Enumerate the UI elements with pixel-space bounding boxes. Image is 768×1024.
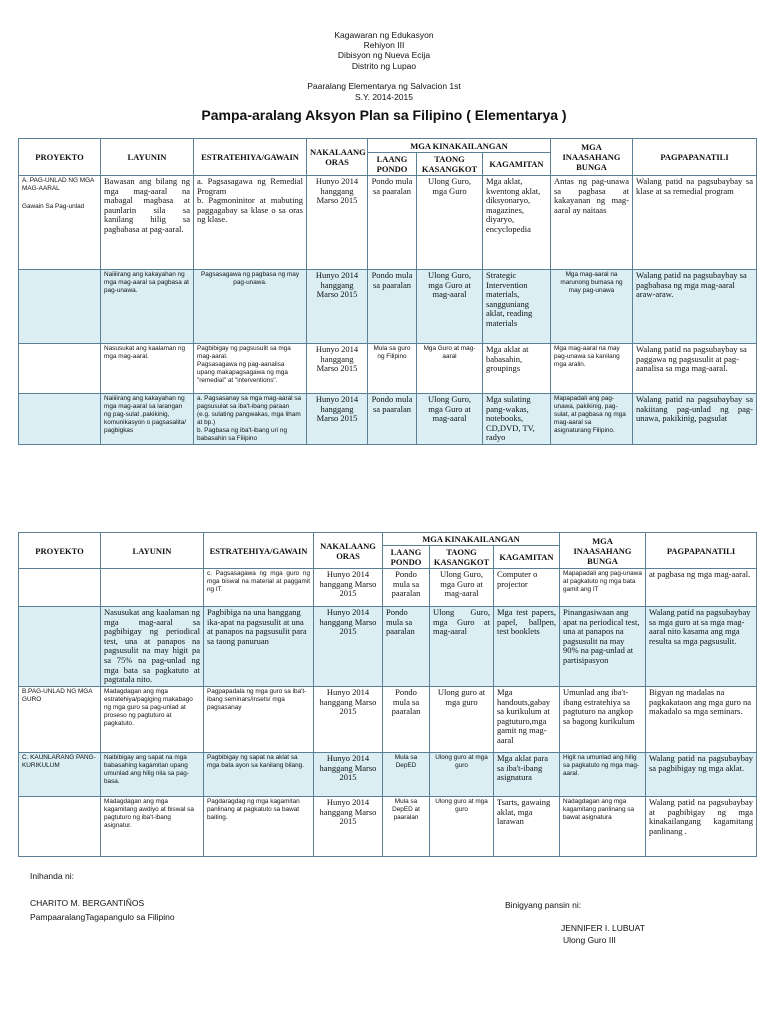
letterhead-department: Kagawaran ng Edukasyon bbox=[334, 30, 434, 40]
cell-estratehiya: Pagpapadala ng mga guro sa iba't-ibang seminars/insets/ mga pagsasanay bbox=[204, 687, 314, 753]
cell-oras: Hunyo 2014 hanggang Marso 2015 bbox=[307, 394, 368, 445]
cell-kagamitan: Strategic Intervention materials, sangguniang aklat, reading materials bbox=[483, 270, 551, 344]
header-laang-pondo: LAANG PONDO bbox=[383, 546, 430, 569]
cell-inaasahang-bunga: Mga mag-aaral na may pag-unawa sa kanilang mga aralin. bbox=[551, 344, 633, 394]
cell-taong-kasangkot: Ulong Guro, mga Guro at mag-aaral bbox=[417, 394, 483, 445]
cell-pagpapanatili: at pagbasa ng mga mag-aaral. bbox=[646, 569, 757, 607]
prepared-by-title: PampaaralangTagapangulo sa Filipino bbox=[30, 912, 175, 922]
cell-laang-pondo: Pondo mula sa paaralan bbox=[368, 394, 417, 445]
cell-oras: Hunyo 2014 hanggang Marso 2015 bbox=[307, 176, 368, 270]
cell-estratehiya: a. Pagsasanay sa mga mag-aaral sa pagsusulat sa iba't-ibang paraan (e.g. sulating pangwakas, mga liham at bp.) b. Pagbasa ng iba't-ibang uri ng babasahin sa Filipino bbox=[194, 394, 307, 445]
cell-proyekto bbox=[19, 394, 101, 445]
cell-estratehiya: a. Pagsasagawa ng Remedial Program b. Pagmoninitor at mabuting paggagabay sa klase o sa oras ng klase. bbox=[194, 176, 307, 270]
cell-pagpapanatili: Walang patid na pagsubaybay sa paggawa ng pagsusulit at pag-aanalisa sa mga mag-aaral. bbox=[633, 344, 757, 394]
cell-taong-kasangkot: Ulong Guro, mga Guro at mag-aaral bbox=[430, 607, 494, 687]
cell-pagpapanatili: Walang patid na pagsubaybay sa pagbibigay ng mga aklat. bbox=[646, 753, 757, 797]
table-row bbox=[19, 607, 757, 687]
header-taong-kasangkot: TAONG KASANGKOT bbox=[430, 546, 494, 569]
table-row bbox=[19, 344, 757, 394]
cell-laang-pondo: Pondo mula sa paaralan bbox=[383, 607, 430, 687]
header-mga-kinakailangan: MGA KINAKAILANGAN bbox=[368, 139, 551, 153]
cell-laang-pondo: Pondo mula sa paaralan bbox=[383, 687, 430, 753]
cell-kagamitan: Mga test papers, papel, ballpen, test booklets bbox=[494, 607, 560, 687]
cell-laang-pondo: Mula sa guro ng Filipino bbox=[368, 344, 417, 394]
cell-oras: Hunyo 2014 hanggang Marso 2015 bbox=[314, 797, 383, 857]
header-proyekto: PROYEKTO bbox=[19, 533, 101, 569]
prepared-by-label: Inihanda ni: bbox=[30, 871, 74, 881]
cell-pagpapanatili: Walang patid na pagsubaybay at pagbibigay ng mga kinakailangang kagamitang panlinang . bbox=[646, 797, 757, 857]
header-estratehiya: ESTRATEHIYA/GAWAIN bbox=[204, 533, 314, 569]
cell-taong-kasangkot: Ulong Guro, mga Guro at mag-aaral bbox=[430, 569, 494, 607]
cell-laang-pondo: Pondo mula sa paaralan bbox=[383, 569, 430, 607]
header-taong-kasangkot: TAONG KASANGKOT bbox=[417, 153, 483, 176]
cell-estratehiya: Pagsasagawa ng pagbasa ng may pag-unawa. bbox=[194, 270, 307, 344]
header-laang-pondo: LAANG PONDO bbox=[368, 153, 417, 176]
header-estratehiya: ESTRATEHIYA/GAWAIN bbox=[194, 139, 307, 176]
noted-by-label: Binigyang pansin ni: bbox=[505, 900, 582, 910]
header-mga-kinakailangan: MGA KINAKAILANGAN bbox=[383, 533, 560, 546]
letterhead-district: Distrito ng Lupao bbox=[351, 61, 417, 71]
table-row bbox=[19, 394, 757, 445]
cell-kagamitan: Mga aklat para sa iba't-ibang asignatura bbox=[494, 753, 560, 797]
cell-taong-kasangkot: Ulong Guro, mga Guro bbox=[417, 176, 483, 270]
cell-taong-kasangkot: Ulong guro at mga guro bbox=[430, 753, 494, 797]
table-row bbox=[19, 753, 757, 797]
letterhead-school: Paaralang Elementarya ng Salvacion 1st bbox=[307, 81, 461, 91]
cell-layunin: Naiiiirang ang kakayahan ng mga mag-aaral sa pagbasa at pag-unawa. bbox=[101, 270, 194, 344]
cell-inaasahang-bunga: Higit na umunlad ang hilig sa pagkatuto ng mga mag-aaral. bbox=[560, 753, 646, 797]
cell-oras: Hunyo 2014 hanggang Marso 2015 bbox=[314, 607, 383, 687]
cell-inaasahang-bunga: Mga mag-aaral na marunong bumasa ng may pag-unawa bbox=[551, 270, 633, 344]
noted-by-name: JENNIFER I. LUBUAT bbox=[561, 923, 645, 933]
table-row bbox=[19, 569, 757, 607]
cell-proyekto bbox=[19, 344, 101, 394]
cell-proyekto bbox=[19, 270, 101, 344]
prepared-by-name: CHARITO M. BERGANTIÑOS bbox=[30, 898, 145, 908]
cell-layunin: Nasusukat ang kaalaman ng mga mag-aaral. bbox=[101, 344, 194, 394]
cell-layunin: Nasusukat ang kaalaman ng mga mag-aaral sa pagbibigay ng periodical test, una at panapos na pagsusulit na may higit pa sa 75% na pag-unlad ng mga bata sa pagkatuto at pagtatala nito. bbox=[101, 607, 204, 687]
action-plan-table-1 bbox=[18, 138, 757, 445]
cell-inaasahang-bunga: Mapapadali ang pag-unawa, pakikinig, pag-sulat, at pagbasa ng mga mag-aaral sa asignaturang Filipino. bbox=[551, 394, 633, 445]
cell-pagpapanatili: Walang patid na pagsubaybay sa nakiitang pag-unlad ng pag-unawa, pakikinig, pagsulat bbox=[633, 394, 757, 445]
cell-inaasahang-bunga: Mapapadali ang pag-unawa at pagkatuto ng mga bata gamit ang IT bbox=[560, 569, 646, 607]
cell-kagamitan: Mga aklat at babasahin, groupings bbox=[483, 344, 551, 394]
letterhead-school-year: S.Y. 2014-2015 bbox=[355, 92, 413, 102]
cell-kagamitan: Mga sulating pang-wakas, notebooks, CD,DVD, TV, radyo bbox=[483, 394, 551, 445]
header-inaasahang-bunga: MGA INAASAHANG BUNGA bbox=[560, 533, 646, 569]
header-nakalaang-oras: NAKALAANG ORAS bbox=[314, 533, 383, 569]
header-layunin: LAYUNIN bbox=[101, 139, 194, 176]
header-nakalaang-oras: NAKALAANG ORAS bbox=[307, 139, 368, 176]
cell-proyekto bbox=[19, 569, 101, 607]
cell-laang-pondo: Pondo mula sa paaralan bbox=[368, 270, 417, 344]
header-inaasahang-bunga: MGA INAASAHANG BUNGA bbox=[551, 139, 633, 176]
table-row bbox=[19, 176, 757, 270]
cell-layunin bbox=[101, 569, 204, 607]
cell-oras: Hunyo 2014 hanggang Marso 2015 bbox=[314, 687, 383, 753]
cell-proyekto bbox=[19, 607, 101, 687]
proyekto-title: A. PAG-UNLAD NG MGA MAG-AARAL bbox=[22, 177, 94, 192]
cell-pagpapanatili: Bigyan ng madalas na pagkakataon ang mga guro na makadalo sa mga seminars. bbox=[646, 687, 757, 753]
table-row bbox=[19, 797, 757, 857]
cell-inaasahang-bunga: Antas ng pag-unawa sa pagbasa at kakayanan ng mag-aaral ay naitaas bbox=[551, 176, 633, 270]
proyekto-subtitle: Gawain Sa Pag-unlad bbox=[22, 203, 85, 210]
action-plan-table-2 bbox=[18, 532, 757, 857]
cell-estratehiya: c. Pagsasagawa ng mga guro ng mga biswal na material at paggamit ng IT. bbox=[204, 569, 314, 607]
noted-by-title: Ulong Guro III bbox=[563, 935, 616, 945]
cell-inaasahang-bunga: Umunlad ang iba't-ibang estratehiya sa pagtuturo na angkop sa bagong kurikulum bbox=[560, 687, 646, 753]
cell-proyekto: C. KAUNLARANG PANG-KURIKULUM bbox=[19, 753, 101, 797]
cell-layunin: Naibibigay ang sapat na mga babasahing kagamitan upang umunlad ang hilig nila sa pag-basa. bbox=[101, 753, 204, 797]
cell-inaasahang-bunga: Pinangasiwaan ang apat na periodical test, una at panapos na pagsusulit na may 90% na pag-unlad at partisipasyon bbox=[560, 607, 646, 687]
table-row bbox=[19, 687, 757, 753]
cell-oras: Hunyo 2014 hanggang Marso 2015 bbox=[314, 569, 383, 607]
header-layunin: LAYUNIN bbox=[101, 533, 204, 569]
cell-pagpapanatili: Walang patid na pagsubaybay sa mga guro at sa mga mag-aaral nito kasama ang mga resulta sa mga pagsusulit. bbox=[646, 607, 757, 687]
header-pagpapanatili: PAGPAPANATILI bbox=[633, 139, 757, 176]
cell-kagamitan: Mga handouts,gabay sa kurikulum at pagtuturo,mga gamit ng mag-aaral bbox=[494, 687, 560, 753]
cell-kagamitan: Tsarts, gawaing aklat, mga larawan bbox=[494, 797, 560, 857]
cell-laang-pondo: Mula sa DepED bbox=[383, 753, 430, 797]
cell-laang-pondo: Pondo mula sa paaralan bbox=[368, 176, 417, 270]
letterhead-division: Dibisyon ng Nueva Ecija bbox=[337, 50, 431, 60]
cell-taong-kasangkot: Ulong Guro, mga Guro at mag-aaral bbox=[417, 270, 483, 344]
cell-proyekto bbox=[19, 176, 101, 270]
cell-pagpapanatili: Walang patid na pagsubaybay sa pagbabasa ng mga mag-aaral araw-araw. bbox=[633, 270, 757, 344]
cell-proyekto: B.PAG-UNLAD NG MGA GURO bbox=[19, 687, 101, 753]
cell-layunin: Madagdagan ang mga estratehiya/pagiging makabago ng mga guro sa pag-unlad at proseso ng pagtuturo at pagkatuto. bbox=[101, 687, 204, 753]
letterhead-region: Rehiyon III bbox=[363, 40, 405, 50]
cell-taong-kasangkot: Mga Guro at mag-aaral bbox=[417, 344, 483, 394]
cell-oras: Hunyo 2014 hanggang Marso 2015 bbox=[314, 753, 383, 797]
header-kagamitan: KAGAMITAN bbox=[483, 153, 551, 176]
header-kagamitan: KAGAMITAN bbox=[494, 546, 560, 569]
cell-inaasahang-bunga: Nadagdagan ang mga kagamitang panlinang sa bawat asignatura bbox=[560, 797, 646, 857]
cell-taong-kasangkot: Ulong guro at mga guro bbox=[430, 687, 494, 753]
cell-pagpapanatili: Walang patid na pagsubaybay sa klase at sa remedial program bbox=[633, 176, 757, 270]
cell-layunin: Madagdagan ang mga kagamitang awdiyo at biswal sa pagtuturo ng iba't-ibang asignatur. bbox=[101, 797, 204, 857]
cell-taong-kasangkot: Ulong guro at mga guro bbox=[430, 797, 494, 857]
header-pagpapanatili: PAGPAPANATILI bbox=[646, 533, 757, 569]
header-proyekto: PROYEKTO bbox=[19, 139, 101, 176]
cell-kagamitan: Mga aklat, kwentong aklat, diksyonaryo, magazines, diyaryo, encyclopedia bbox=[483, 176, 551, 270]
cell-proyekto bbox=[19, 797, 101, 857]
cell-layunin: Bawasan ang bilang ng mga mag-aaral na mabagal magbasa at paunlarin sila sa kanilang hilig sa pagbabasa at pag-aaral. bbox=[101, 176, 194, 270]
table-row bbox=[19, 270, 757, 344]
cell-kagamitan: Computer o projector bbox=[494, 569, 560, 607]
cell-oras: Hunyo 2014 hanggang Marso 2015 bbox=[307, 344, 368, 394]
cell-laang-pondo: Mula sa DepED at paaralan bbox=[383, 797, 430, 857]
cell-estratehiya: Pagbibigay ng pagsusulit sa mga mag-aaral. Pagsasagawa ng pag-aanalisa upang makapagsagawa ng mga "remedial" at "interventions". bbox=[194, 344, 307, 394]
cell-estratehiya: Pagdaragdag ng mga kagamitan panlinang at pagkatuto sa bawat baiting. bbox=[204, 797, 314, 857]
cell-estratehiya: Pagbibiga na una hanggang ika-apat na pagsusulit at una at panapos na pagsusulit para sa taong panuruan bbox=[204, 607, 314, 687]
cell-estratehiya: Pagbibigay ng sapat na aklat sa mga bata ayon sa kanilang bilang. bbox=[204, 753, 314, 797]
cell-layunin: Naiiiirang ang kakayahan ng mga mag-aaral sa larangan ng pag-sulat ,pakikinig, komunikasyon o pagsasalita/ pagbigkas bbox=[101, 394, 194, 445]
page-title: Pampa-aralang Aksyon Plan sa Filipino ( Elementarya ) bbox=[201, 107, 567, 123]
cell-oras: Hunyo 2014 hanggang Marso 2015 bbox=[307, 270, 368, 344]
